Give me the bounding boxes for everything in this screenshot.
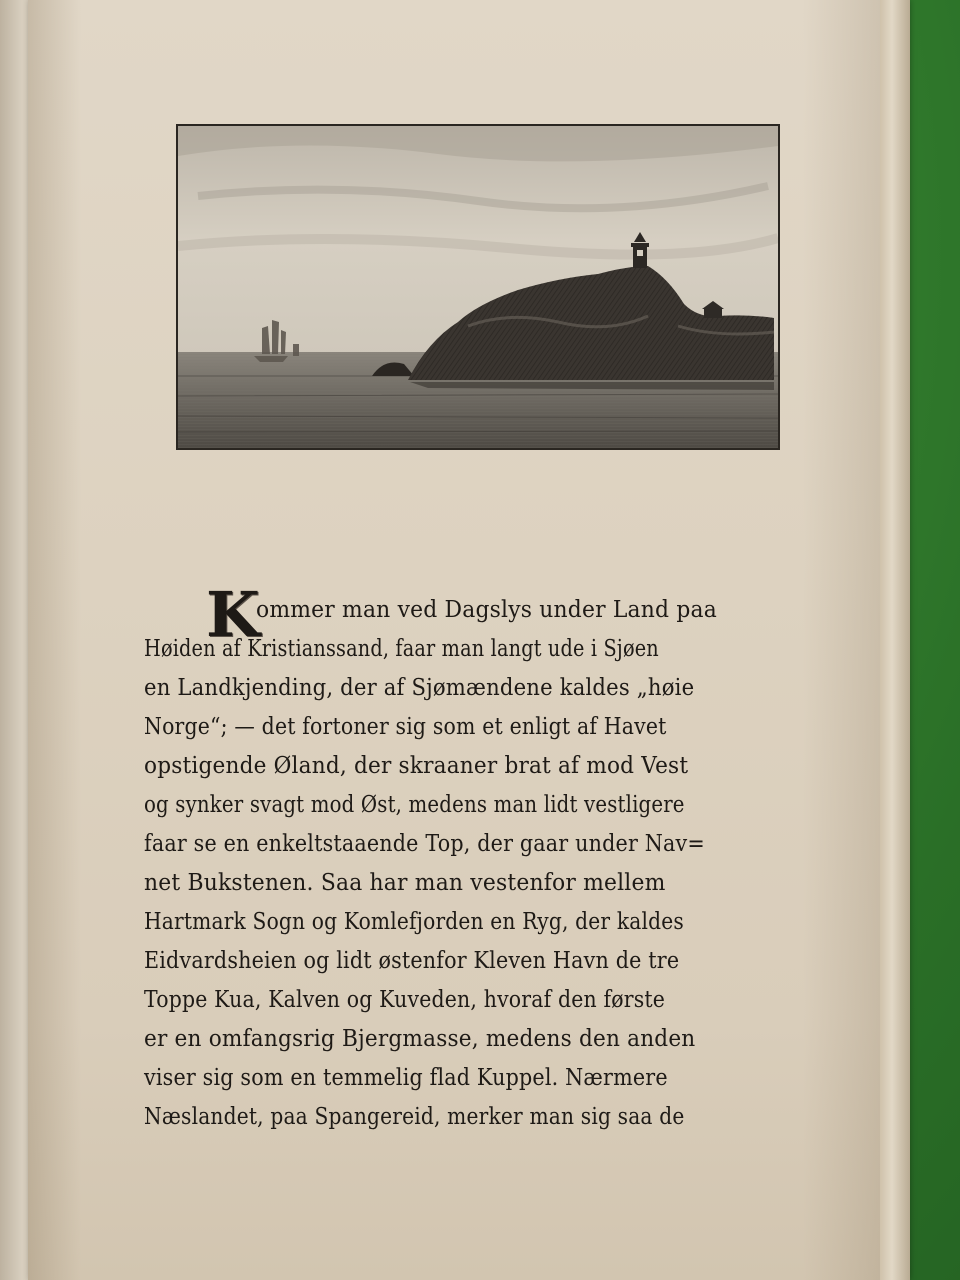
illustration-plate: [176, 124, 780, 450]
text-line: Næslandet, paa Spangereid, merker man sig saa de: [144, 1102, 685, 1130]
text-line: net Bukstenen. Saa har man vestenfor mellem: [144, 868, 666, 896]
text-line: ommer man ved Dagslys under Land paa: [256, 595, 717, 623]
coastal-cliff-lighthouse-engraving: [178, 126, 778, 448]
text-line: faar se en enkeltstaaende Top, der gaar under Nav=: [144, 829, 705, 857]
text-line: Toppe Kua, Kalven og Kuveden, hvoraf den første: [144, 985, 666, 1013]
text-line: og synker svagt mod Øst, medens man lidt vestligere: [144, 790, 685, 818]
text-line: opstigende Øland, der skraaner brat af mod Vest: [144, 751, 689, 779]
text-line: Eidvardsheien og lidt østenfor Kleven Havn de tre: [144, 946, 680, 974]
text-line: Norge“; — det fortoner sig som et enligt af Havet: [144, 712, 667, 740]
text-line: en Landkjending, der af Sjømændene kaldes „høie: [144, 673, 695, 701]
text-line: Høiden af Kristianssand, faar man langt ude i Sjøen: [144, 634, 659, 662]
drop-cap-initial: K: [206, 578, 260, 651]
text-line: viser sig som en temmelig flad Kuppel. Nærmere: [144, 1063, 668, 1091]
text-line: Hartmark Sogn og Komlefjorden en Ryg, der kaldes: [144, 907, 684, 935]
page-fore-edge: [880, 0, 910, 1280]
text-line: er en omfangsrig Bjergmasse, medens den anden: [144, 1024, 696, 1052]
book-page: [28, 0, 908, 1280]
body-paragraph: [144, 578, 772, 1136]
